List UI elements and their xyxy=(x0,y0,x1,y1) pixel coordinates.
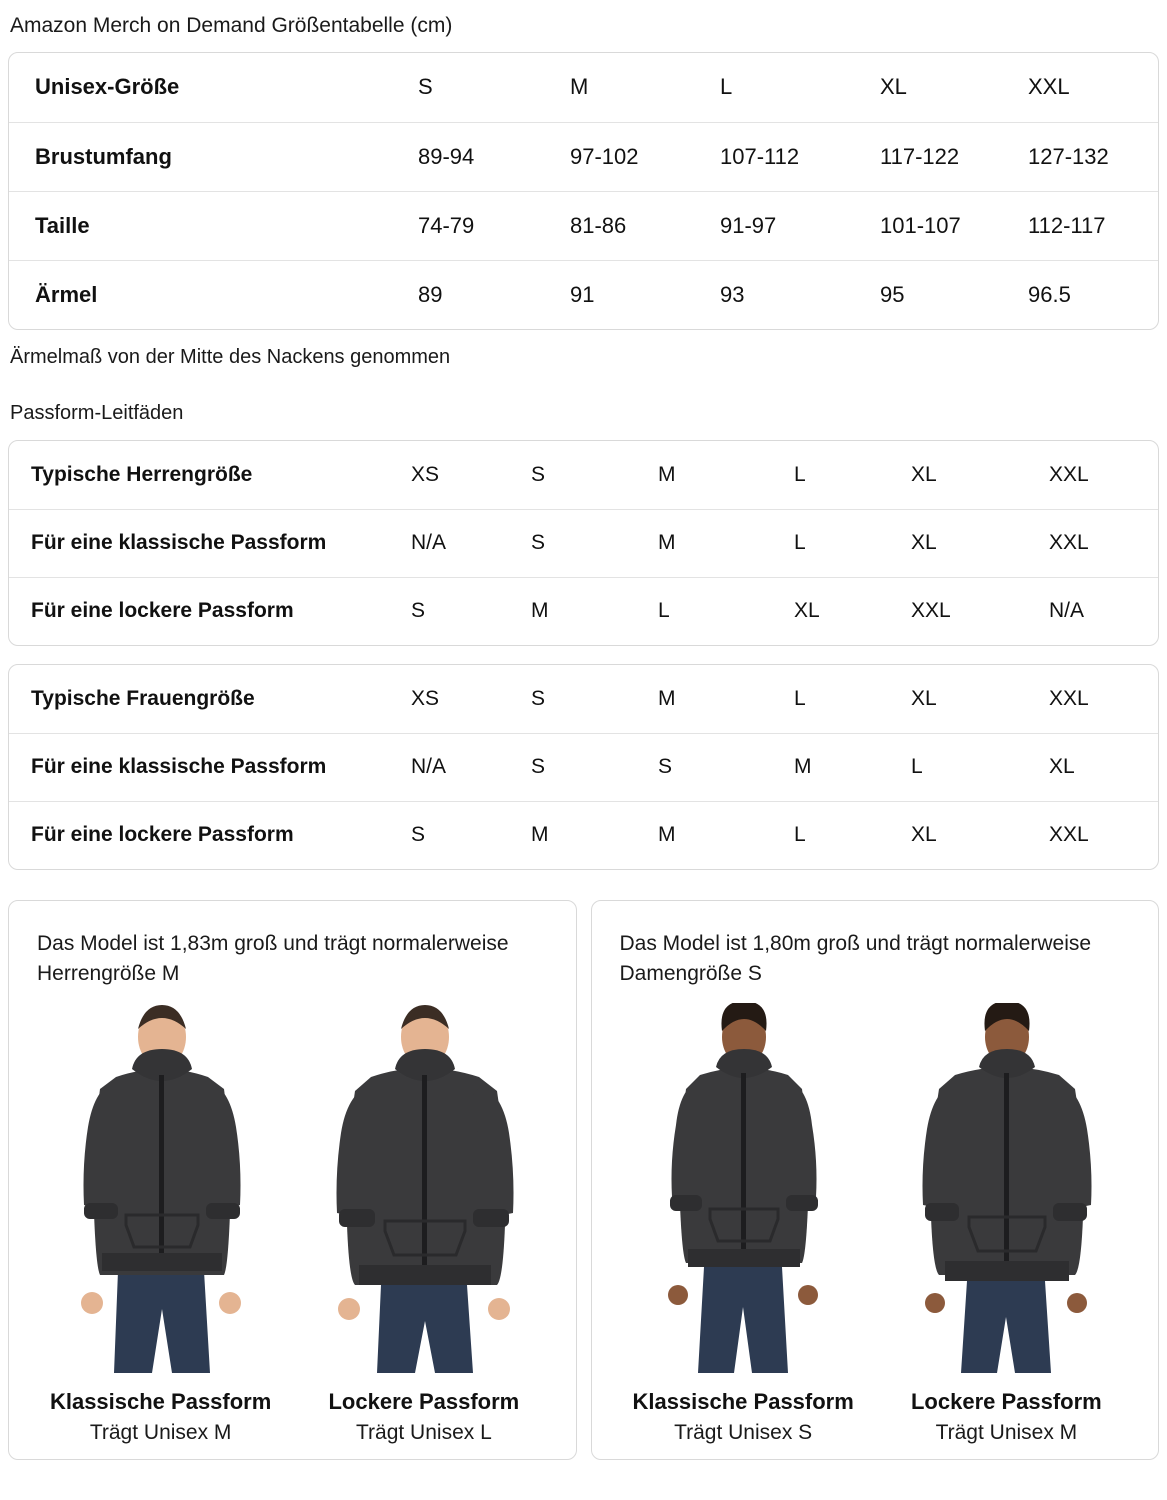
table-row xyxy=(9,733,1158,801)
cell: S xyxy=(529,509,656,577)
cell: 95 xyxy=(876,260,1024,329)
row-label: Brustumfang xyxy=(9,122,414,191)
figure-subtitle: Trägt Unisex M xyxy=(89,1421,232,1444)
womens-fit-table-card xyxy=(8,664,1159,870)
cell: S xyxy=(409,801,529,869)
man-relaxed-fit-illustration xyxy=(309,1003,539,1373)
cell: N/A xyxy=(409,733,529,801)
cell: M xyxy=(792,733,909,801)
cell: S xyxy=(418,74,433,100)
size-table-card xyxy=(8,52,1159,330)
cell: XXL xyxy=(1049,686,1089,710)
cell: XL xyxy=(909,801,1047,869)
cell: XL xyxy=(909,509,1047,577)
cell: 81-86 xyxy=(566,191,716,260)
mens-model-card xyxy=(8,900,577,1460)
woman-classic-fit-illustration xyxy=(628,1003,858,1373)
mens-fit-table xyxy=(9,441,1158,645)
fit-guides-title: Passform-Leitfäden xyxy=(10,402,184,424)
row-label: Taille xyxy=(9,191,414,260)
cell: 107-112 xyxy=(716,122,876,191)
row-label: Für eine lockere Passform xyxy=(9,801,409,869)
cell: L xyxy=(656,577,792,645)
cell: S xyxy=(656,733,792,801)
cell: XL xyxy=(911,462,937,486)
figure-title: Klassische Passform xyxy=(49,1389,272,1414)
cell: 97-102 xyxy=(566,122,716,191)
cell: S xyxy=(529,733,656,801)
figure-title: Lockere Passform xyxy=(910,1389,1102,1414)
table-row xyxy=(9,509,1158,577)
cell: 112-117 xyxy=(1024,191,1158,260)
figure-classic-fit xyxy=(612,1003,875,1445)
cell: 89 xyxy=(414,260,566,329)
cell: XL xyxy=(792,577,909,645)
row-label: Für eine klassische Passform xyxy=(9,733,409,801)
figure-classic-fit xyxy=(29,1003,292,1445)
cell: XXL xyxy=(1028,74,1070,100)
womens-fit-table xyxy=(9,665,1158,869)
cell: L xyxy=(792,509,909,577)
cell: 89-94 xyxy=(414,122,566,191)
cell: M xyxy=(656,801,792,869)
cell: XL xyxy=(1047,733,1158,801)
cell: S xyxy=(531,462,546,486)
mens-figures xyxy=(29,1003,556,1445)
cell: XS xyxy=(411,686,440,710)
cell: 96.5 xyxy=(1024,260,1158,329)
model-cards-row xyxy=(8,900,1159,1460)
cell: XS xyxy=(411,462,440,486)
cell: L xyxy=(720,74,733,100)
cell: M xyxy=(529,801,656,869)
cell: S xyxy=(531,686,546,710)
cell: XXL xyxy=(1049,462,1089,486)
model-description: Das Model ist 1,83m groß und trägt normalerweise Herrengröße M xyxy=(37,932,509,985)
cell: N/A xyxy=(1047,577,1158,645)
cell: M xyxy=(658,686,676,710)
size-table xyxy=(9,53,1158,329)
sleeve-note: Ärmelmaß von der Mitte des Nackens genommen xyxy=(10,346,451,368)
cell: S xyxy=(409,577,529,645)
cell: L xyxy=(909,733,1047,801)
row-label: Für eine lockere Passform xyxy=(9,577,409,645)
table-row xyxy=(9,441,1158,509)
cell: 101-107 xyxy=(876,191,1024,260)
man-classic-fit-illustration xyxy=(46,1003,276,1373)
figure-relaxed-fit xyxy=(875,1003,1138,1445)
cell: 93 xyxy=(716,260,876,329)
page-title: Amazon Merch on Demand Größentabelle (cm) xyxy=(10,14,453,37)
table-row xyxy=(9,260,1158,329)
cell: L xyxy=(794,686,806,710)
row-label: Typische Frauengröße xyxy=(31,686,255,710)
cell: L xyxy=(792,801,909,869)
cell: 91 xyxy=(566,260,716,329)
cell: M xyxy=(570,74,589,100)
cell: XL xyxy=(880,74,907,100)
row-label: Für eine klassische Passform xyxy=(9,509,409,577)
cell: 91-97 xyxy=(716,191,876,260)
table-row xyxy=(9,122,1158,191)
row-label: Ärmel xyxy=(9,260,414,329)
cell: XXL xyxy=(1047,509,1158,577)
table-row xyxy=(9,53,1158,122)
figure-subtitle: Trägt Unisex L xyxy=(355,1421,492,1444)
cell: 127-132 xyxy=(1024,122,1158,191)
figure-title: Klassische Passform xyxy=(632,1389,854,1414)
cell: 117-122 xyxy=(876,122,1024,191)
womens-model-card xyxy=(591,900,1160,1460)
cell: M xyxy=(656,509,792,577)
cell: XL xyxy=(911,686,937,710)
cell: XXL xyxy=(1047,801,1158,869)
cell: XXL xyxy=(909,577,1047,645)
cell: 74-79 xyxy=(414,191,566,260)
cell: M xyxy=(529,577,656,645)
row-label: Typische Herrengröße xyxy=(31,462,253,486)
figure-title: Lockere Passform xyxy=(328,1389,520,1414)
mens-fit-table-card xyxy=(8,440,1159,646)
figure-subtitle: Trägt Unisex S xyxy=(674,1421,813,1444)
cell: M xyxy=(658,462,676,486)
woman-relaxed-fit-illustration xyxy=(891,1003,1121,1373)
model-description: Das Model ist 1,80m groß und trägt normalerweise Damengröße S xyxy=(619,932,1092,985)
table-row xyxy=(9,191,1158,260)
figure-subtitle: Trägt Unisex M xyxy=(935,1421,1078,1444)
cell: L xyxy=(794,462,806,486)
row-label: Unisex-Größe xyxy=(35,74,180,100)
cell: N/A xyxy=(409,509,529,577)
womens-figures xyxy=(612,1003,1139,1445)
figure-relaxed-fit xyxy=(292,1003,555,1445)
table-row xyxy=(9,577,1158,645)
table-row xyxy=(9,801,1158,869)
table-row xyxy=(9,665,1158,733)
